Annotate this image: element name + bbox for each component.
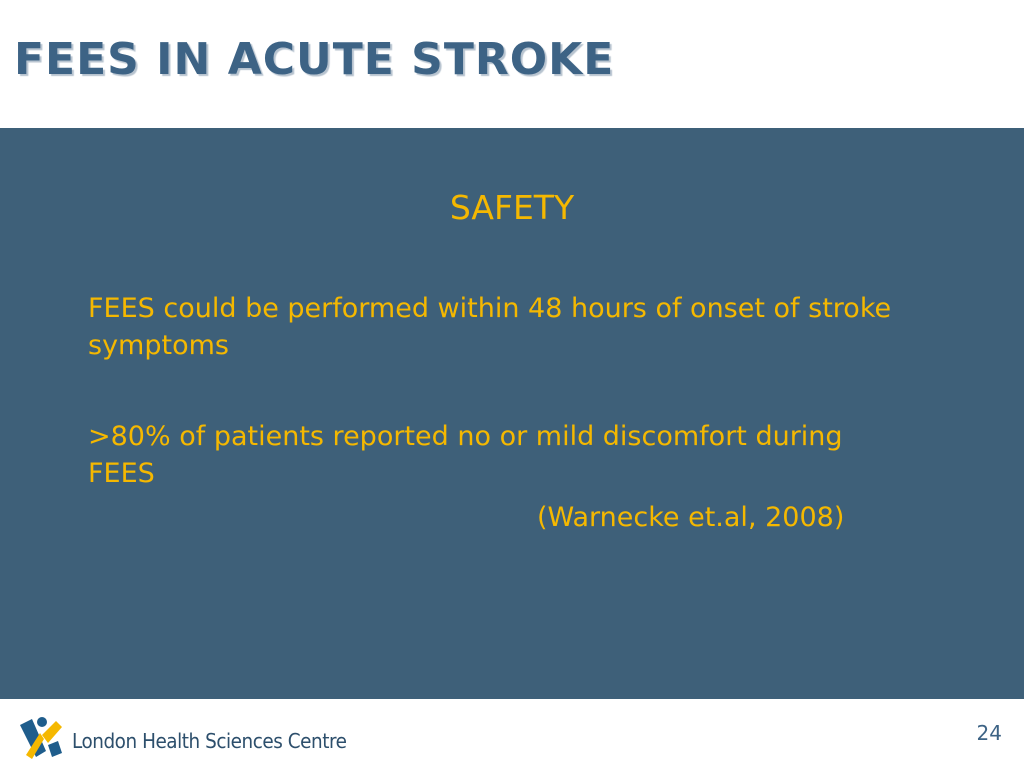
section-heading: SAFETY xyxy=(449,188,575,227)
page-number: 24 xyxy=(976,721,1002,745)
organization-name: London Health Sciences Centre xyxy=(72,729,347,753)
citation: (Warnecke et.al, 2008) xyxy=(537,502,845,533)
organization-logo xyxy=(18,715,370,761)
bullet-point: FEES could be performed within 48 hours of onset of stroke symptoms xyxy=(88,293,892,361)
lhsc-figure-logo-icon xyxy=(18,715,64,761)
slide-title: FEES IN ACUTE STROKE xyxy=(14,34,615,85)
bullet-point: >80% of patients reported no or mild discomfort during FEES xyxy=(88,421,843,489)
content-panel xyxy=(0,128,1024,699)
footer xyxy=(0,699,1024,768)
